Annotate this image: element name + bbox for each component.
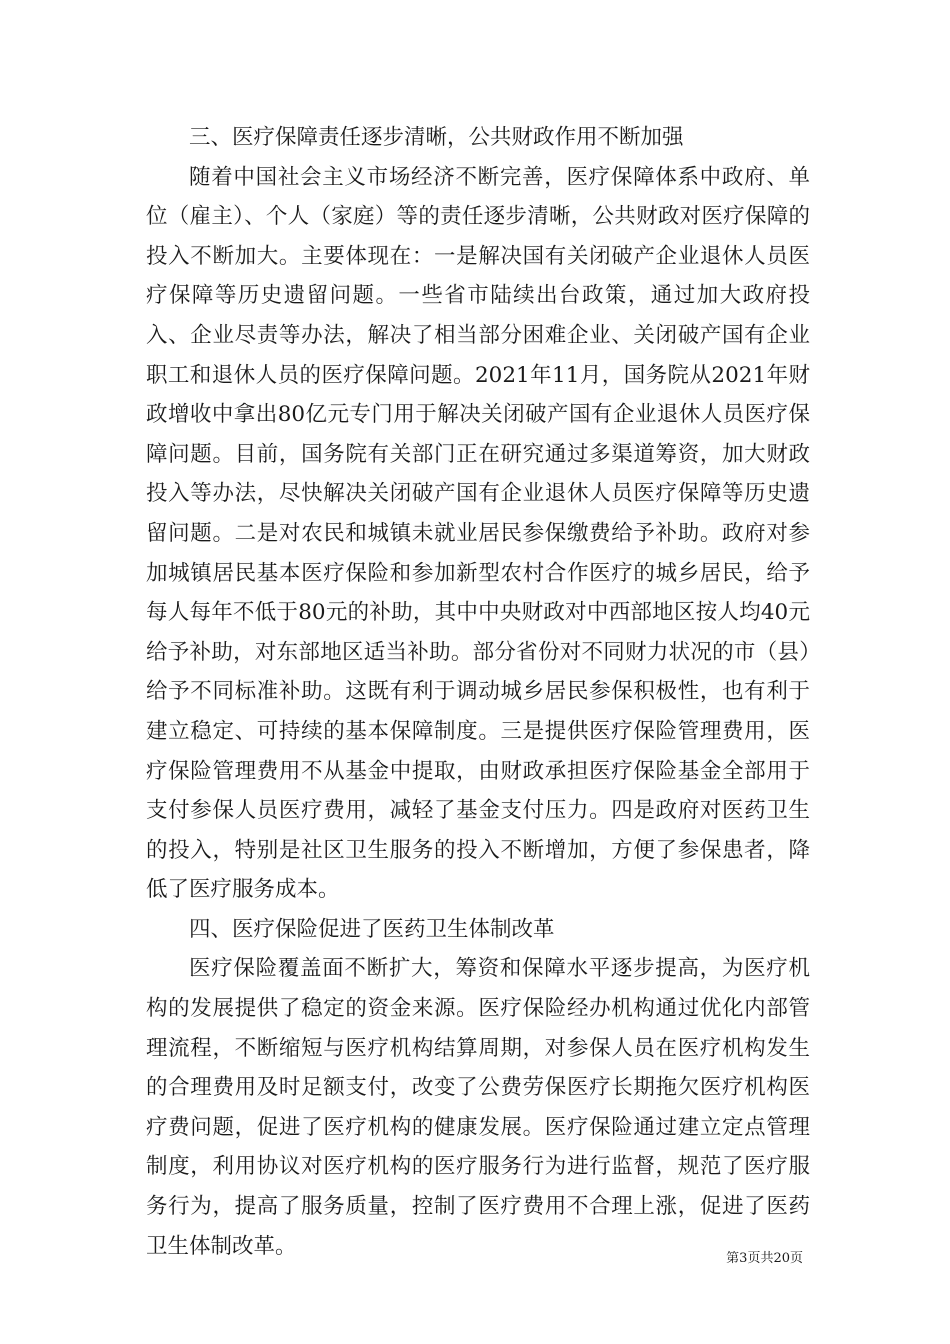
body-paragraph: 随着中国社会主义市场经济不断完善，医疗保障体系中政府、单位（雇主）、个人（家庭）等的责任逐步清晰，公共财政对医疗保障的投入不断加大。主要体现在：一是解决国有关闭破产企业退休人员医疗保障等历史遗留问题。一些省市陆续出台政策，通过加大政府投入、企业尽责等办法，解决了相当部分困难企业、关闭破产国有企业职工和退休人员的医疗保障问题。2021年11月，国务院从2021年财政增收中拿出80亿元专门用于解决关闭破产国有企业退休人员医疗保障问题。目前，国务院有关部门正在研究通过多渠道筹资，加大财政投入等办法，尽快解决关闭破产国有企业退休人员医疗保障等历史遗留问题。二是对农民和城镇未就业居民参保缴费给予补助。政府对参加城镇居民基本医疗保险和参加新型农村合作医疗的城乡居民，给予每人每年不低于80元的补助，其中中央财政对中西部地区按人均40元给予补助，对东部地区适当补助。部分省份对不同财力状况的市（县）给予不同标准补助。这既有利于调动城乡居民参保积极性，也有利于建立稳定、可持续的基本保障制度。三是提供医疗保险管理费用，医疗保险管理费用不从基金中提取，由财政承担医疗保险基金全部用于支付参保人员医疗费用，减轻了基金支付压力。四是政府对医药卫生的投入，特别是社区卫生服务的投入不断增加，方便了参保患者，降低了医疗服务成本。: [146, 164, 810, 903]
section-heading-3: 三、医疗保障责任逐步清晰，公共财政作用不断加强: [189, 125, 684, 150]
page-number: 第3页共20页: [726, 1251, 803, 1266]
document-body: [146, 118, 810, 1266]
section-heading-4: 四、医疗保险促进了医药卫生体制改革: [189, 916, 555, 942]
body-paragraph: 医疗保险覆盖面不断扩大，筹资和保障水平逐步提高，为医疗机构的发展提供了稳定的资金来源。医疗保险经办机构通过优化内部管理流程，不断缩短与医疗机构结算周期，对参保人员在医疗机构发生的合理费用及时足额支付，改变了公费劳保医疗长期拖欠医疗机构医疗费问题，促进了医疗机构的健康发展。医疗保险通过建立定点管理制度，利用协议对医疗机构的医疗服务行为进行监督，规范了医疗服务行为，提高了服务质量，控制了医疗费用不合理上涨，促进了医药卫生体制改革。: [146, 956, 810, 1259]
